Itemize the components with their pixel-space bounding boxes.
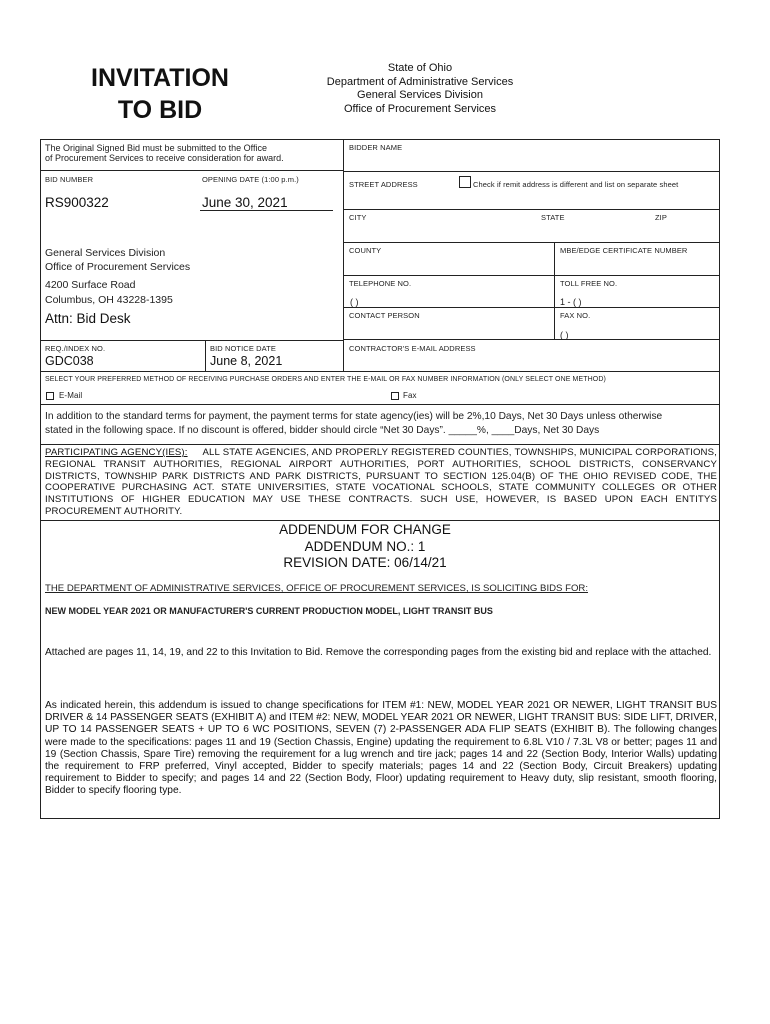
participating-heading: PARTICIPATING AGENCY(IES):: [45, 447, 188, 458]
submit-note-2: of Procurement Services to receive consideration for award.: [45, 153, 284, 163]
invitation-title: [40, 62, 280, 126]
divider-req: [205, 340, 206, 371]
agency-line-3: General Services Division: [357, 89, 483, 101]
changes-paragraph: As indicated herein, this addendum is issued to change specifications for ITEM #1: NEW, MODEL YEAR 2021 OR NEWER, LIGHT TRANSIT BUS DRIVER & 14 PASSENGER SEATS (EXHIBIT A) and ITEM #2: NEW, MODEL YEAR 2021 OR NEWER, LIGHT TRANSIT BUS: SIDE LIFT, DRIVER, UP TO 14 PASSENGER SEATS + UP TO 6 WC POSITIONS, SEVEN (7) 2-PASSENGER ADA FLIP SEATS (EXHIBIT B). The following changes were made to the specifications: pages 11 and 19 (Section Chassis, Engine) updating the requirement to 6.8L V10 / 7.3L V8 or better; pages 11 and 19 (Section Chassis, Spare Tire) removing the requirement for a lug wrench and tire jack; pages 14 and 22 (Section Body, Interior Walls) updating the requirement to FRP preferred, Vinyl accepted, Bidder to specify materials; pages 14 and 22 (Section Body, Circuit Breakers) updating requirement to Bidder to specify; and pages 14 and 22 (Section Body, Floor) updating requirement to Heavy duty, slip resistant, smooth flooring, Bidder to specify flooring type.: [45, 700, 717, 797]
toll-free-label: TOLL FREE NO.: [560, 279, 618, 288]
rule-bid-number: [40, 170, 343, 171]
title-line-2: TO BID: [117, 96, 203, 124]
rule-contact: [343, 307, 719, 308]
divider-county: [554, 242, 555, 339]
opening-date-label: OPENING DATE (1:00 p.m.): [202, 175, 299, 184]
req-index-value: GDC038: [45, 354, 94, 368]
rule-city: [343, 209, 719, 210]
contact-person-label: CONTACT PERSON: [349, 311, 420, 320]
req-index-label: REQ./INDEX NO.: [45, 344, 106, 353]
bid-notice-value: June 8, 2021: [210, 354, 283, 368]
agency-line-2: Department of Administrative Services: [326, 75, 514, 88]
agency-block: [300, 62, 540, 116]
fax-no-value: ( ): [560, 330, 569, 340]
opening-date-underline: [200, 210, 333, 211]
submit-note-1: The Original Signed Bid must be submitted to the Office: [45, 143, 267, 153]
rule-county: [343, 242, 719, 243]
address-line-4: Columbus, OH 43228-1395: [45, 294, 173, 306]
rule-street: [343, 171, 719, 172]
mbe-edge-label: MBE/EDGE CERTIFICATE NUMBER: [560, 246, 688, 255]
email-option-label: E-Mail: [59, 391, 83, 400]
rule-phone: [343, 275, 719, 276]
item-description: NEW MODEL YEAR 2021 OR MANUFACTURER'S CURRENT PRODUCTION MODEL, LIGHT TRANSIT BUS: [45, 606, 493, 616]
opening-date-value: June 30, 2021: [202, 195, 288, 210]
addendum-header: [220, 522, 510, 572]
attachment-paragraph: Attached are pages 11, 14, 19, and 22 to this Invitation to Bid. Remove the corresponding pages from the existing bid and replace with the attached.: [45, 647, 712, 658]
rule-addendum: [40, 520, 720, 521]
state-label: STATE: [541, 213, 565, 222]
payment-terms-line-1: In addition to the standard terms for payment, the payment terms for state agency(ies) will be 2%,10 Days, Net 30 Days unless otherwise: [45, 411, 663, 422]
frame-right: [719, 139, 720, 819]
bid-number-label: BID NUMBER: [45, 175, 94, 184]
agency-line-1: State of Ohio: [387, 62, 453, 74]
bid-number-value: RS900322: [45, 195, 109, 210]
agency-line-4: Office of Procurement Services: [343, 102, 497, 115]
fax-option-label: Fax: [403, 391, 417, 400]
frame-bottom: [40, 818, 720, 819]
address-line-2: Office of Procurement Services: [45, 261, 191, 273]
rule-req: [40, 340, 343, 341]
addendum-line-1: ADDENDUM FOR CHANGE: [279, 522, 451, 537]
remit-checkbox-label: Check if remit address is different and list on separate sheet: [473, 180, 679, 189]
rule-payment: [40, 404, 720, 405]
soliciting-statement: THE DEPARTMENT OF ADMINISTRATIVE SERVICES, OFFICE OF PROCUREMENT SERVICES, IS SOLICITING BIDS FOR:: [45, 583, 589, 594]
frame-top: [40, 139, 720, 140]
toll-free-value: 1 - ( ): [560, 297, 582, 307]
participating-agencies: [45, 447, 717, 518]
telephone-label: TELEPHONE NO.: [349, 279, 412, 288]
bid-notice-label: BID NOTICE DATE: [210, 344, 276, 353]
method-instructions: SELECT YOUR PREFERRED METHOD OF RECEIVING PURCHASE ORDERS AND ENTER THE E-MAIL OR FAX NUMBER INFORMATION (ONLY SELECT ONE METHOD): [45, 376, 606, 383]
telephone-value: ( ): [350, 297, 359, 307]
rule-email: [343, 339, 719, 340]
addendum-line-2: ADDENDUM NO.: 1: [304, 538, 426, 554]
fax-checkbox[interactable]: [391, 392, 399, 400]
address-line-1: General Services Division: [45, 247, 166, 259]
county-label: COUNTY: [349, 246, 382, 255]
frame-left: [40, 139, 41, 819]
remit-checkbox[interactable]: [459, 176, 471, 188]
attn-line: Attn: Bid Desk: [45, 311, 131, 326]
participating-text: ALL STATE AGENCIES, AND PROPERLY REGISTERED COUNTIES, TOWNSHIPS, MUNICIPAL CORPORATIONS, REGIONAL TRANSIT AUTHORITIES, REGIONAL AIRPORT AUTHORITIES, PORT AUTHORITIES, SCHOOL DISTRICTS, CONSERVANCY DISTRICTS, TOWNSHIP PARK DISTRICTS AND PARK DISTRICTS, PURSUANT TO SECTION 125.04(B) OF THE OHIO REVISED CODE, THE COOPERATIVE PURCHASING ACT. STATE UNIVERSITIES, STATE VOCATIONAL SCHOOLS, STATE COMMUNITY COLLEGES OR OTHER INSTITUTIONS OF HIGHER EDUCATION MAY USE THESE CONTRACTS. SUCH USE, HOWEVER, IS BASED UPON EACH ENTITYS PROCUREMENT AUTHORITY.: [45, 447, 718, 517]
address-line-3: 4200 Surface Road: [45, 279, 136, 291]
email-checkbox[interactable]: [46, 392, 54, 400]
bidder-name-label: BIDDER NAME: [349, 143, 403, 152]
divider-mid: [343, 139, 344, 371]
payment-terms-line-2: stated in the following space. If no discount is offered, bidder should circle “Net 30 Days”. _____%, ____Days, Net 30 Days: [45, 425, 600, 436]
street-address-label: STREET ADDRESS: [349, 180, 418, 189]
title-line-1: INVITATION: [91, 64, 229, 92]
contractor-email-label: CONTRACTOR'S E-MAIL ADDRESS: [349, 344, 476, 353]
rule-participating: [40, 444, 720, 445]
fax-no-label: FAX NO.: [560, 311, 591, 320]
city-label: CITY: [349, 213, 367, 222]
rule-method: [40, 371, 720, 372]
zip-label: ZIP: [655, 213, 667, 222]
addendum-line-3: REVISION DATE: 06/14/21: [283, 555, 447, 570]
